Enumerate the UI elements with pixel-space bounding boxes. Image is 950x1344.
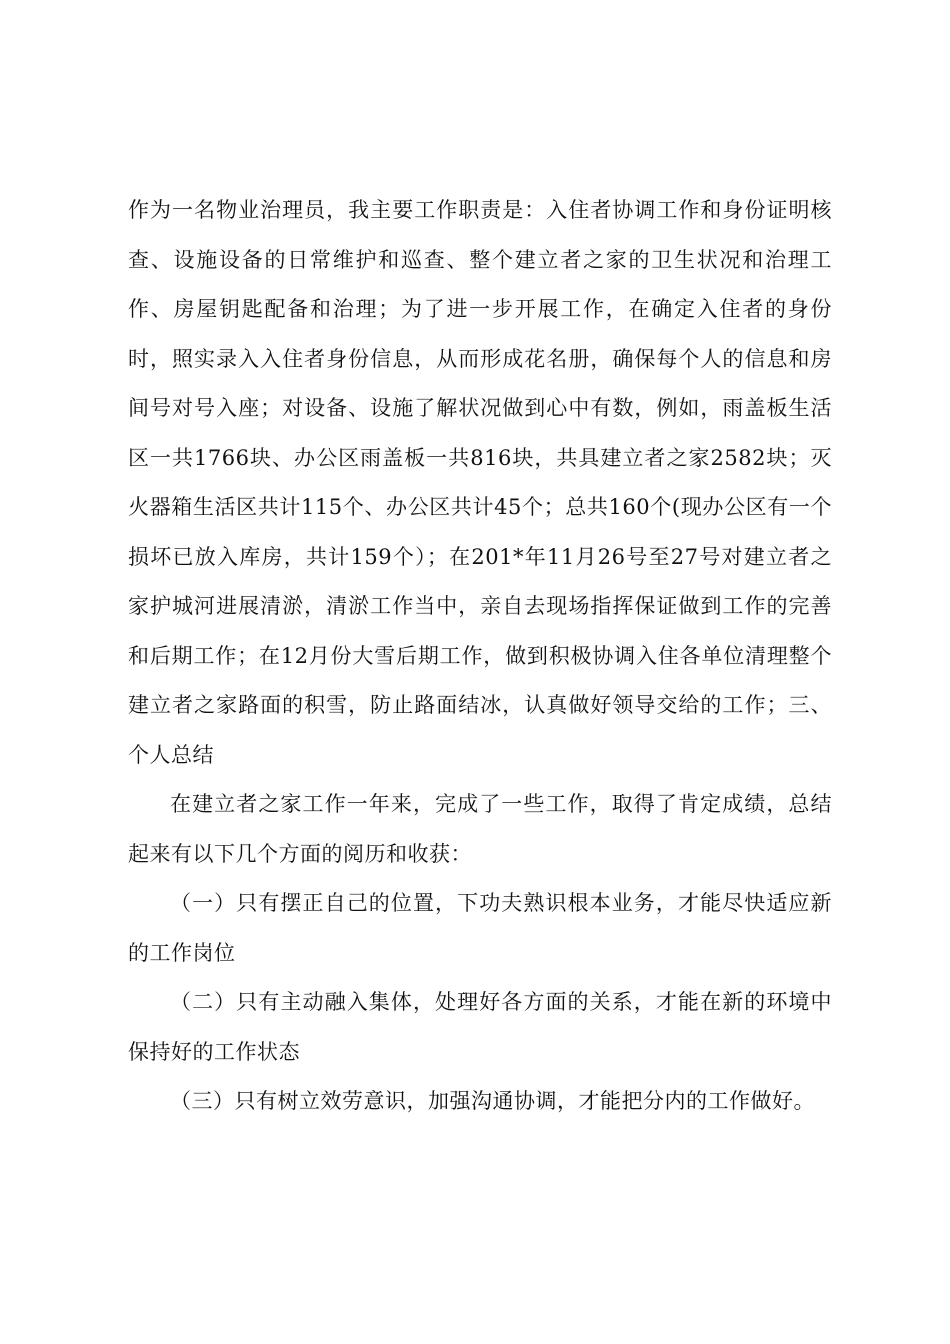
document-body <box>128 186 832 1127</box>
paragraph-point-two: （二）只有主动融入集体，处理好各方面的关系，才能在新的环境中保持好的工作状态 <box>128 990 832 1064</box>
paragraph-point-one: （一）只有摆正自己的位置，下功夫熟识根本业务，才能尽快适应新的工作岗位 <box>128 891 832 965</box>
paragraph-summary-intro: 在建立者之家工作一年来，完成了一些工作，取得了肯定成绩，总结起来有以下几个方面的阅历和收获： <box>128 792 832 866</box>
paragraph-job-duties: 作为一名物业治理员，我主要工作职责是：入住者协调工作和身份证明核查、设施设备的日常维护和巡查、整个建立者之家的卫生状况和治理工作、房屋钥匙配备和治理；为了进一步开展工作，在确定入住者的身份时，照实录入入住者身份信息，从而形成花名册，确保每个人的信息和房间号对号入座；对设备、设施了解状况做到心中有数，例如，雨盖板生活区一共1766块、办公区雨盖板一共816块，共具建立者之家2582块；灭火器箱生活区共计115个、办公区共计45个；总共160个(现办公区有一个损坏已放入库房，共计159个）；在201*年11月26号至27号对建立者之家护城河进展清淤，清淤工作当中，亲自去现场指挥保证做到工作的完善和后期工作；在12月份大雪后期工作，做到积极协调入住各单位清理整个建立者之家路面的积雪，防止路面结冰，认真做好领导交给的工作；三、个人总结 <box>128 198 832 767</box>
paragraph-point-three: （三）只有树立效劳意识，加强沟通协调，才能把分内的工作做好。 <box>170 1089 815 1113</box>
